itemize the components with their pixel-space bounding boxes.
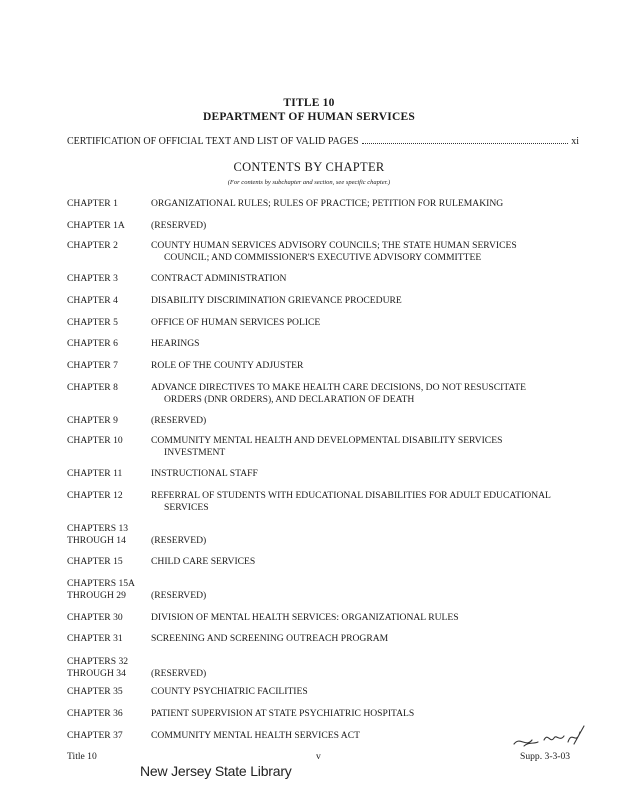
chapter-title-line: PATIENT SUPERVISION AT STATE PSYCHIATRIC HOSPITALS: [151, 708, 415, 719]
chapter-title-line: (RESERVED): [151, 668, 207, 679]
contents-heading: CONTENTS BY CHAPTER: [233, 160, 385, 174]
chapter-title: [151, 198, 587, 210]
chapter-number: [67, 686, 149, 698]
chapter-title-line: COUNCIL; AND COMMISSIONER'S EXECUTIVE ADVISORY COMMITTEE: [164, 252, 482, 263]
chapter-title: [151, 295, 587, 307]
page-title: TITLE 10: [283, 97, 335, 109]
chapter-label: CHAPTER 10: [67, 435, 123, 446]
chapter-label: CHAPTER 30: [67, 612, 123, 623]
chapter-number: [67, 415, 149, 427]
chapter-label: CHAPTER 1: [67, 198, 118, 209]
chapter-title-line: COUNTY PSYCHIATRIC FACILITIES: [151, 686, 308, 697]
chapter-title-line: HEARINGS: [151, 338, 200, 349]
chapter-label: CHAPTER 15: [67, 556, 123, 567]
chapter-label: CHAPTER 31: [67, 633, 123, 644]
chapter-number: [67, 317, 149, 329]
chapter-number: [67, 338, 149, 350]
chapter-number: [67, 656, 149, 680]
chapter-label: CHAPTERS 15A: [67, 578, 135, 589]
chapter-number: [67, 523, 149, 547]
chapter-title-line: ORGANIZATIONAL RULES; RULES OF PRACTICE; PETITION FOR RULEMAKING: [151, 198, 504, 209]
chapter-label: CHAPTER 5: [67, 317, 118, 328]
chapter-title: [151, 490, 587, 514]
chapter-title-line: (RESERVED): [151, 535, 207, 546]
chapter-number: [67, 360, 149, 372]
chapter-title: [151, 633, 587, 645]
chapter-label-range: THROUGH 29: [67, 590, 126, 601]
chapter-number: [67, 382, 149, 394]
chapter-title-line: COUNTY HUMAN SERVICES ADVISORY COUNCILS; THE STATE HUMAN SERVICES: [151, 240, 517, 251]
chapter-title-line: COMMUNITY MENTAL HEALTH SERVICES ACT: [151, 730, 360, 741]
chapter-title-line: (RESERVED): [151, 415, 207, 426]
chapter-number: [67, 708, 149, 720]
chapter-number: [67, 273, 149, 285]
chapter-number: [67, 198, 149, 210]
chapter-number: [67, 490, 149, 502]
footer-page-number: v: [316, 751, 321, 762]
certification-entry: [67, 136, 579, 147]
chapter-label: CHAPTER 6: [67, 338, 118, 349]
chapter-title-line: DISABILITY DISCRIMINATION GRIEVANCE PROCEDURE: [151, 295, 402, 306]
chapter-label: CHAPTERS 32: [67, 656, 129, 667]
chapter-number: [67, 730, 149, 742]
chapter-label: CHAPTER 35: [67, 686, 123, 697]
chapter-title: [151, 435, 587, 459]
chapter-title-line: (RESERVED): [151, 220, 207, 231]
chapter-title-line: ADVANCE DIRECTIVES TO MAKE HEALTH CARE DECISIONS, DO NOT RESUSCITATE: [151, 382, 527, 393]
chapter-label: CHAPTERS 13: [67, 523, 129, 534]
chapter-title: [151, 338, 587, 350]
chapter-title-line: OFFICE OF HUMAN SERVICES POLICE: [151, 317, 321, 328]
chapter-label: CHAPTER 3: [67, 273, 118, 284]
chapter-title-line: CHILD CARE SERVICES: [151, 556, 256, 567]
chapter-title: [151, 382, 587, 406]
certification-label: CERTIFICATION OF OFFICIAL TEXT AND LIST OF VALID PAGES: [67, 136, 359, 147]
chapter-label: CHAPTER 8: [67, 382, 118, 393]
chapter-number: [67, 435, 149, 447]
chapter-label: CHAPTER 4: [67, 295, 118, 306]
chapter-number: [67, 220, 149, 232]
contents-note: (For contents by subchapter and section, see specific chapter.): [227, 179, 391, 186]
chapter-title: [151, 360, 587, 372]
chapter-title-line: ROLE OF THE COUNTY ADJUSTER: [151, 360, 304, 371]
chapter-label: CHAPTER 2: [67, 240, 118, 251]
chapter-title-line: SERVICES: [164, 502, 209, 513]
chapter-label: CHAPTER 12: [67, 490, 123, 501]
chapter-label-range: THROUGH 34: [67, 668, 126, 679]
chapter-number: [67, 468, 149, 480]
chapter-label: CHAPTER 9: [67, 415, 118, 426]
chapter-title-line: CONTRACT ADMINISTRATION: [151, 273, 287, 284]
chapter-label: CHAPTER 7: [67, 360, 118, 371]
handwritten-annotation: [510, 722, 590, 754]
chapter-title: [151, 273, 587, 285]
chapter-title: [151, 317, 587, 329]
chapter-label: CHAPTER 37: [67, 730, 123, 741]
chapter-title: [151, 686, 587, 698]
chapter-title: [151, 708, 587, 720]
chapter-title-line: INSTRUCTIONAL STAFF: [151, 468, 258, 479]
footer-title: Title 10: [67, 751, 97, 762]
chapter-title: [151, 612, 587, 624]
chapter-title-line: ORDERS (DNR ORDERS), AND DECLARATION OF DEATH: [164, 394, 415, 405]
chapter-title: [151, 415, 587, 427]
chapter-title-line: DIVISION OF MENTAL HEALTH SERVICES: ORGANIZATIONAL RULES: [151, 612, 459, 623]
chapter-title-line: COMMUNITY MENTAL HEALTH AND DEVELOPMENTAL DISABILITY SERVICES: [151, 435, 503, 446]
certification-page: xi: [571, 136, 579, 147]
chapter-title: [151, 535, 587, 547]
chapter-title-line: INVESTMENT: [164, 447, 226, 458]
chapter-title-line: SCREENING AND SCREENING OUTREACH PROGRAM: [151, 633, 389, 644]
chapter-label-range: THROUGH 14: [67, 535, 126, 546]
library-stamp: New Jersey State Library: [140, 763, 292, 779]
chapter-number: [67, 240, 149, 252]
chapter-title: [151, 556, 587, 568]
page-subtitle: DEPARTMENT OF HUMAN SERVICES: [203, 111, 415, 123]
dot-leader: [362, 142, 569, 144]
chapter-label: CHAPTER 1A: [67, 220, 125, 231]
chapter-title: [151, 590, 587, 602]
chapter-number: [67, 633, 149, 645]
chapter-label: CHAPTER 11: [67, 468, 123, 479]
chapter-label: CHAPTER 36: [67, 708, 123, 719]
chapter-number: [67, 556, 149, 568]
chapter-title: [151, 240, 587, 264]
chapter-title: [151, 468, 587, 480]
chapter-number: [67, 612, 149, 624]
chapter-title-line: REFERRAL OF STUDENTS WITH EDUCATIONAL DISABILITIES FOR ADULT EDUCATIONAL: [151, 490, 551, 501]
chapter-title: [151, 668, 587, 680]
chapter-number: [67, 578, 149, 602]
chapter-title: [151, 220, 587, 232]
footer-supplement: Supp. 3-3-03: [520, 751, 571, 762]
chapter-title-line: (RESERVED): [151, 590, 207, 601]
chapter-number: [67, 295, 149, 307]
